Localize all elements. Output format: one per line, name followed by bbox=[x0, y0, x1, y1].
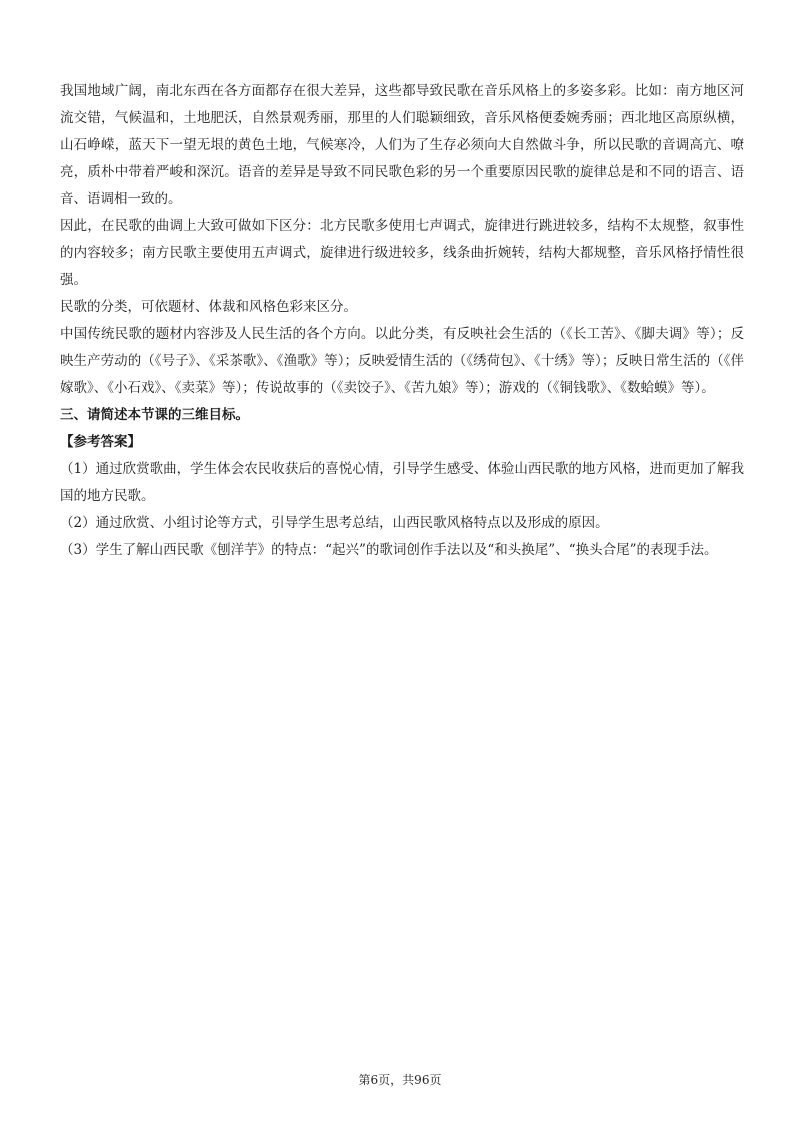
answer-item-2: （2）通过欣赏、小组讨论等方式，引导学生思考总结，山西民歌风格特点以及形成的原因。 bbox=[60, 515, 609, 531]
paragraph-regional-differences: 我国地域广阔，南北东西在各方面都存在很大差异，这些都导致民歌在音乐风格上的多姿多彩。比如：南方地区河流交错，气候温和，土地肥沃，自然景观秀丽，那里的人们聪颖细致，音乐风格便委婉秀丽；西北地区高原纵横，山石峥嵘，蓝天下一望无垠的黄色土地，气候寒冷，人们为了生存必须向大自然做斗争，所以民歌的音调高亢、嘹亮，质朴中带着严峻和深沉。语音的差异是导致不同民歌色彩的另一个重要原因民歌的旋律总是和不同的语言、语音、语调相一致的。 bbox=[60, 83, 744, 207]
paragraph-themes: 中国传统民歌的题材内容涉及人民生活的各个方向。以此分类，有反映社会生活的（《长工苦》、《脚夫调》等）；反映生产劳动的（《号子》、《采茶歌》、《渔歌》等）；反映爱情生活的（《绣荷包》、《十绣》等）；反映日常生活的（《伴嫁歌》、《小石戏》、《卖菜》等）；传说故事的（《卖饺子》、《苦九娘》等）；游戏的（《铜钱歌》、《数蛤蟆》等）。 bbox=[60, 326, 744, 396]
page-number: 第6页，共96页 bbox=[358, 1073, 442, 1087]
paragraph-classification: 民歌的分类，可依题材、体裁和风格色彩来区分。 bbox=[60, 299, 357, 315]
answer-item-1: （1）通过欣赏歌曲，学生体会农民收获后的喜悦心情，引导学生感受、体验山西民歌的地方风格，进而更加了解我国的地方民歌。 bbox=[60, 461, 744, 504]
question-heading: 三、请简述本节课的三维目标。 bbox=[60, 407, 249, 423]
answer-heading: 【参考答案】 bbox=[60, 434, 141, 450]
answer-item-3: （3）学生了解山西民歌《刨洋芋》的特点：“起兴”的歌词创作手法以及“和头换尾”、“换头合尾”的表现手法。 bbox=[60, 542, 718, 558]
paragraph-north-south-tunes: 因此，在民歌的曲调上大致可做如下区分：北方民歌多使用七声调式，旋律进行跳进较多，结构不太规整，叙事性的内容较多；南方民歌主要使用五声调式，旋律进行级进较多，线条曲折婉转，结构大都规整，音乐风格抒情性很强。 bbox=[60, 218, 744, 288]
document-body bbox=[60, 78, 744, 564]
